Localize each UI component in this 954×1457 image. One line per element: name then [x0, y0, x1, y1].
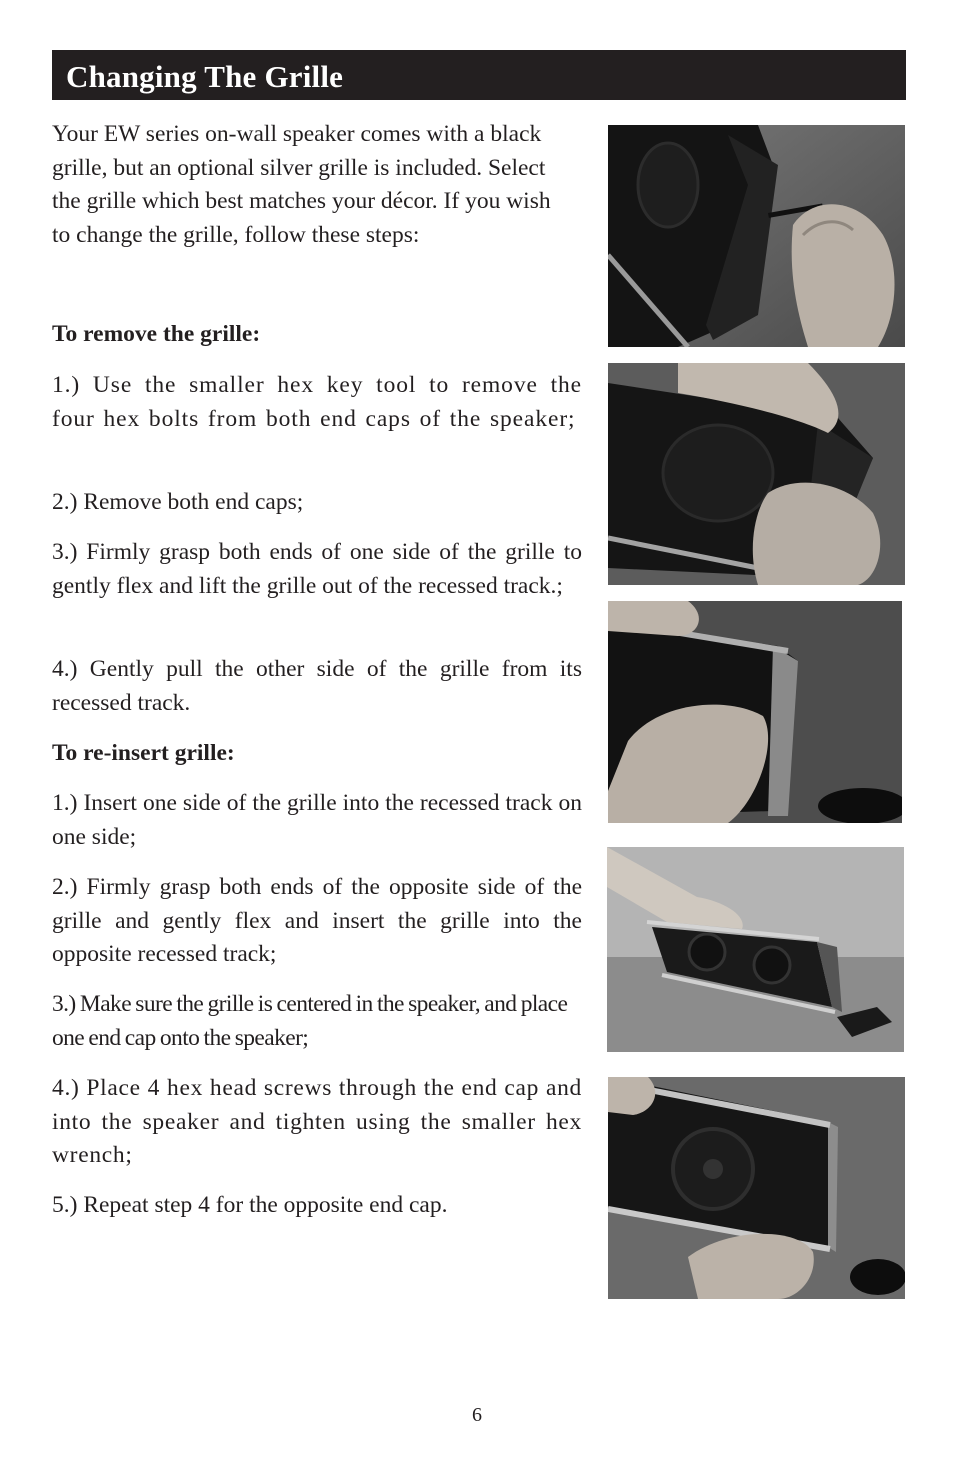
- reinsert-step-1: [52, 787, 582, 854]
- section-title-bar: [52, 50, 906, 100]
- intro-paragraph-block: [52, 118, 582, 252]
- photo-insert-grille: [607, 847, 904, 1052]
- step-text: 1.) Insert one side of the grille into the recessed track on one side;: [52, 790, 582, 850]
- step-text: 2.) Firmly grasp both ends of the opposite side of the grille and gently flex and insert the grille into the opposite recessed track;: [52, 874, 582, 967]
- step-text: 4.) Gently pull the other side of the grille from its recessed track.: [52, 656, 582, 716]
- photo-lift-grille: [608, 601, 902, 823]
- step-text: 3.) Make sure the grille is centered in the speaker, and place one end cap onto the speaker;: [52, 991, 568, 1051]
- step-text: 3.) Firmly grasp both ends of one side of the grille to gently flex and lift the grille out of the recessed track.;: [52, 539, 582, 599]
- remove-heading-block: [52, 318, 582, 352]
- page-title: Changing The Grille: [66, 58, 344, 94]
- remove-step-4: [52, 653, 582, 720]
- reinsert-step-2: [52, 871, 582, 972]
- step-text: 2.) Remove both end caps;: [52, 489, 304, 515]
- remove-step-3: [52, 536, 582, 603]
- reinsert-step-3: [52, 988, 582, 1055]
- step-text: 4.) Place 4 hex head screws through the end cap and into the speaker and tighten using the smaller hex wrench;: [52, 1075, 582, 1168]
- step-text: 5.) Repeat step 4 for the opposite end cap.: [52, 1192, 448, 1218]
- reinsert-heading-block: [52, 737, 582, 771]
- page-number: 6: [472, 1404, 482, 1426]
- step-text: 1.) Use the smaller hex key tool to remove the four hex bolts from both end caps of the speaker;: [52, 372, 582, 432]
- intro-paragraph: Your EW series on-wall speaker comes with a black grille, but an optional silver grille is included. Select the grille which best matches your décor. If you wish to change the grille, follow these steps:: [52, 121, 551, 248]
- remove-heading: To remove the grille:: [52, 321, 261, 347]
- reinsert-heading: To re-insert grille:: [52, 740, 235, 766]
- reinsert-step-5: [52, 1189, 582, 1223]
- remove-step-1: [52, 369, 582, 436]
- photo-remove-hex-bolts: [608, 125, 905, 347]
- photo-remove-end-cap: [608, 363, 905, 585]
- remove-step-2: [52, 486, 582, 520]
- photo-tighten-end-cap: [608, 1077, 905, 1299]
- reinsert-step-4: [52, 1072, 582, 1173]
